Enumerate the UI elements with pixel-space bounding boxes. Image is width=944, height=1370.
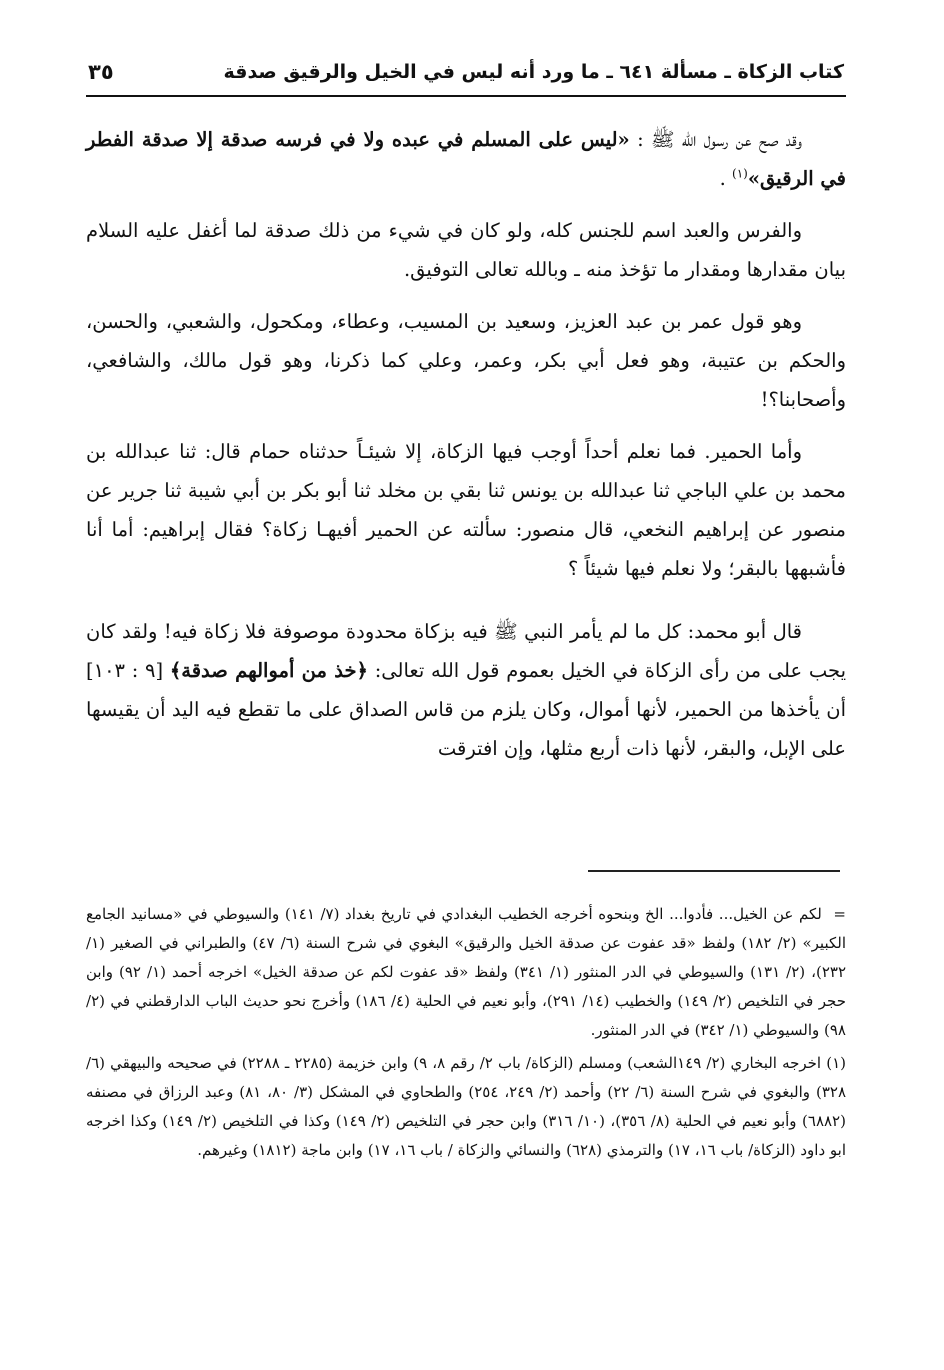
abu-muhammad-continuation: [٩ : ١٠٣] أن يأخذها من الحمير، لأنها أموال، وكان يلزم من قاس الصداق على ما تقطع فيه اليد أن يقيسها على الإبل، والبقر، لأنها ذات أربع مثلها، وإن افترقت: [86, 659, 846, 760]
paragraph-horse-slave: والفرس والعبد اسم للجنس كله، ولو كان في شيء من ذلك صدقة لما أغفل عليه السلام بيان مقدارها ومقدار ما تؤخذ منه ـ وبالله تعالى التوفيق.: [86, 219, 846, 281]
quran-verse: ﴿خذ من أموالهم صدقة﴾: [169, 659, 368, 682]
continuation-mark: =: [833, 905, 846, 923]
paragraph-scholars: وهو قول عمر بن عبد العزيز، وسعيد بن المسيب، وعطاء، ومكحول، والشعبي، والحسن، والحكم بن عتيبة، وهو فعل أبي بكر، وعمر، وعلي كما ذكرنا، وهو قول مالك، والشافعي، وأصحابنا؟!: [86, 310, 846, 411]
abu-muhammad-opening: قال أبو محمد: كل ما لم يأمر النبي ﷺ فيه بزكاة محدودة موصوفة فلا زكاة فيه!: [163, 620, 803, 643]
footnote-rule: [588, 870, 840, 872]
footnote-1: (١) اخرجه البخاري (٢/ ١٤٩الشعب) ومسلم (الزكاة/ باب ٢/ رقم ٨، ٩) وابن خزيمة (٢٢٨٥ ـ ٢٢٨٨) في صحيحه والبيهقي (٦/ ٣٢٨) والبغوي في شرح السنة (٦/ ٢٢) وأحمد (٢/ ٢٤٩، ٢٥٤) والطحاوي في المشكل (٣/ ٨٠، ٨١) وعبد الرزاق في مصنفه (٦٨٨٢) وأبو نعيم في الحلية (٨/ ٣٥٦)، (١٠/ ٣١٦) وابن حجر في التلخيص (٢/ ١٤٩) وكذا في التلخيص (٢/ ١٤٩) وكذا اخرجه ابو داود (الزكاة/ باب ١٦، ١٧) والترمذي (٦٢٨) والنسائي والزكاة / باب ١٦، ١٧) وابن ماجة (١٨١٢) وغيرهم.: [86, 1054, 846, 1159]
footnotes: [86, 900, 846, 1169]
footnote-ref-1: (١): [732, 166, 748, 181]
running-title: كتاب الزكاة ـ مسألة ٦٤١ ـ ما ورد أنه ليس في الخيل والرقيق صدقة: [223, 61, 844, 83]
header-rule: [86, 95, 846, 97]
paragraph-donkeys: وأما الحمير. فما نعلم أحداً أوجب فيها الزكاة، إلا شيئـاً حدثناه حمام قال: ثنا عبدالله بن محمد بن علي الباجي ثنا عبدالله بن يونس ثنا بقي بن مخلد ثنا أبو بكر بن أبي شيبة ثنا جرير عن منصور عن إبراهيم النخعي، قال منصور: سألته عن الحمير أفيهـا زكاة؟ فقال إبراهيم: أما أنا فأشبهها بالبقر؛ ولا نعلم فيها شيئاً ؟: [86, 440, 846, 580]
running-header: [88, 52, 844, 92]
page-number: ٣٥: [88, 60, 114, 84]
hadith-quote: «ليس على المسلم في عبده ولا في فرسه صدقة إلا صدقة الفطر في الرقيق»: [86, 128, 846, 190]
abu-muhammad-argument: ولقد كان يجب على من رأى الزكاة في الخيل بعموم قول الله تعالى:: [86, 620, 847, 682]
main-text: [86, 120, 846, 781]
footnote-continuation-text: لكم عن الخيل... فأدوا... الخ وبنحوه أخرجه الخطيب البغدادي في تاريخ بغداد (٧/ ١٤١) والسيوطي في «مسانيد الجامع الكبير» (٢/ ١٨٢) ولفظ «قد عفوت عن صدقة الخيل والرقيق» البغوي في شرح السنة (٦/ ٤٧) والطبراني في الصغير (١/ ٢٣٢)، (٢/ ١٣١) والسيوطي في الدر المنثور (١/ ٣٤١) ولفظ «قد عفوت لكم عن صدقة الخيل» اخرجه أحمد (١/ ٩٢) وابن حجر في التلخيص (٢/ ١٤٩) والخطيب (١٤/ ٢٩١)، وأبو نعيم في الحلية (٤/ ١٨٦) وأخرج نحو حديث الباب الدارقطني في (٢/ ٩٨) والسيوطي (١/ ٣٤٢) في الدر المنثور.: [86, 905, 847, 1039]
hadith-end: .: [719, 167, 726, 190]
paragraph-hadith: [86, 120, 846, 198]
paragraph-abu-muhammad: [86, 612, 846, 768]
hadith-intro: وقد صح عن رسول الله ﷺ :: [637, 128, 802, 151]
footnote-continuation: [86, 900, 846, 1045]
